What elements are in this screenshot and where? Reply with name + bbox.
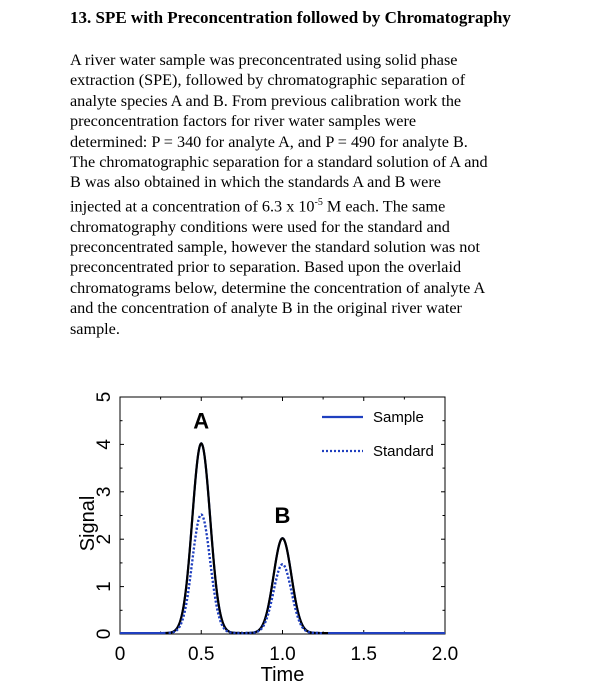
text-line: preconcentration factors for river water samples were (70, 112, 417, 131)
text-line: extraction (SPE), followed by chromatographic separation of (70, 71, 466, 90)
text-line: chromatography conditions were used for the standard and (70, 217, 450, 236)
x-tick-label: 2.0 (431, 644, 459, 665)
text-line: B was also obtained in which the standards A and B were (70, 173, 441, 192)
y-tick-label: 3 (94, 486, 115, 498)
text-line-tail: M each. The same (322, 197, 446, 216)
text-line: A river water sample was preconcentrated using solid phase (70, 51, 458, 69)
series-line-sample (166, 443, 329, 633)
legend-label-sample: Sample (373, 409, 424, 426)
peak-label: B (274, 503, 291, 529)
text-line: preconcentrated sample, however the standard solution was not (70, 238, 480, 257)
text-line: sample. (70, 319, 120, 338)
problem-title: 13. SPE with Preconcentration followed by Chromatography (70, 8, 511, 27)
text-line: chromatograms below, determine the concentration of analyte A (70, 278, 486, 297)
exponent: -5 (314, 196, 323, 208)
y-axis-label: Signal (77, 495, 99, 552)
y-tick-label: 1 (94, 581, 115, 592)
text-line-head: injected at a concentration of 6.3 x 10 (70, 197, 315, 216)
chart-axes (77, 392, 458, 686)
x-axis-label: Time (260, 664, 305, 686)
text-line: analyte species A and B. From previous calibration work the (70, 91, 462, 110)
text-line: determined: P = 340 for analyte A, and P = 490 for analyte B. (70, 132, 468, 151)
peak-label: A (193, 408, 210, 434)
text-line: and the concentration of analyte B in the original river water (70, 299, 462, 318)
text-line: preconcentrated prior to separation. Based upon the overlaid (70, 258, 462, 277)
x-tick-label: 1.0 (269, 644, 296, 665)
x-tick-label: 1.5 (350, 644, 377, 665)
y-tick-label: 2 (94, 533, 115, 545)
x-tick-label: 0 (114, 644, 126, 665)
y-tick-label: 5 (94, 391, 115, 403)
x-tick-label: 0.5 (188, 644, 215, 665)
y-tick-label: 4 (94, 439, 115, 450)
chart-legend (322, 409, 434, 460)
chart-labels (193, 408, 290, 528)
legend-label-standard: Standard (373, 443, 434, 460)
text-line: The chromatographic separation for a standard solution of A and (70, 153, 488, 172)
chart-series (120, 443, 445, 633)
y-tick-label: 0 (94, 628, 115, 640)
